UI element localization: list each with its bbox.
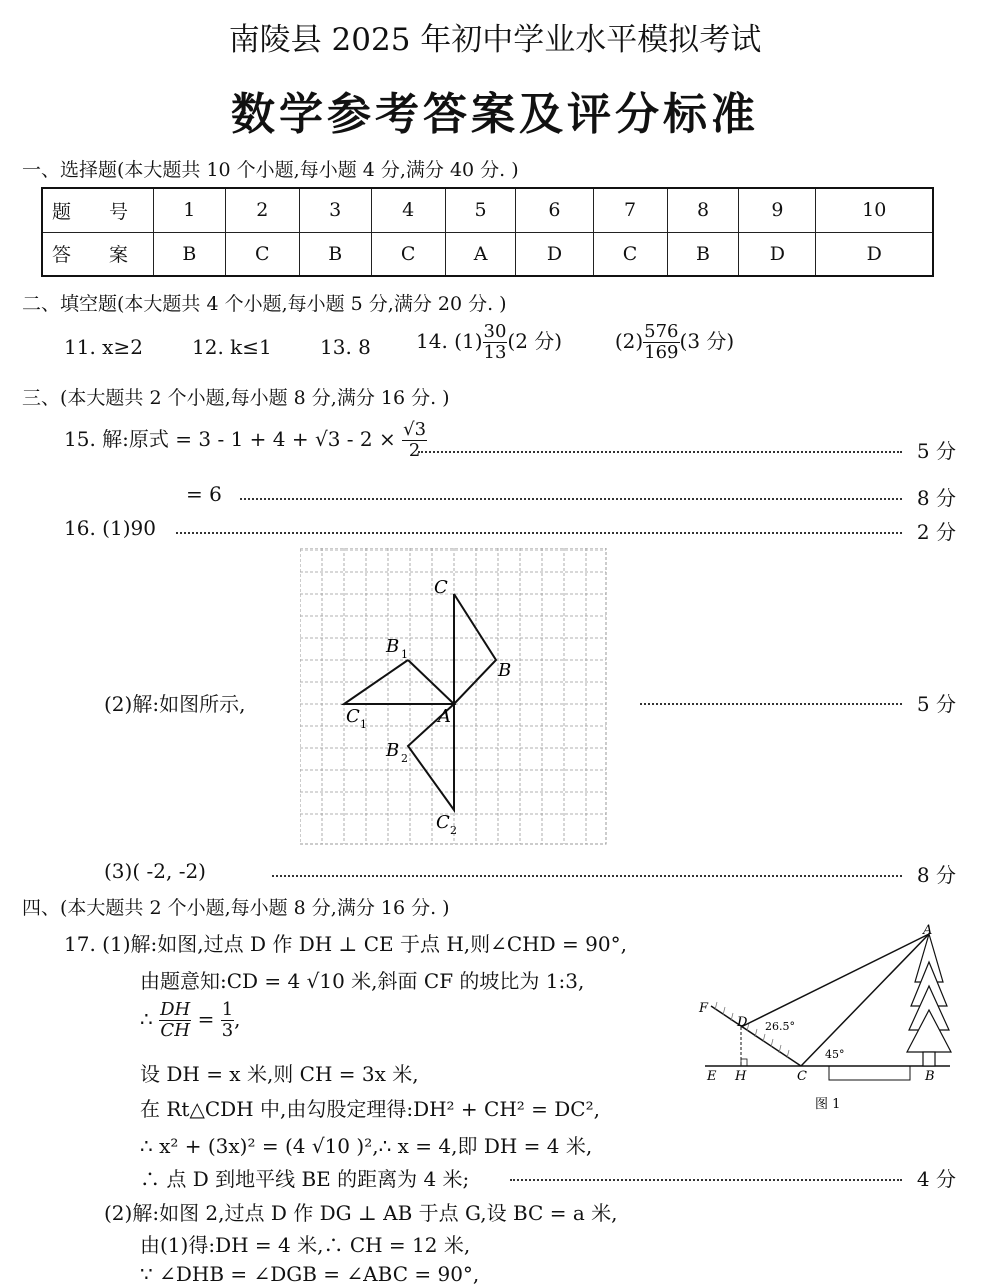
answer-14-prefix: 14. (1) xyxy=(416,329,483,353)
q17-line9: 由(1)得:DH = 4 米,∴ CH = 12 米, xyxy=(140,1233,471,1257)
table-cell: A xyxy=(445,232,516,276)
score: 5 分 xyxy=(916,439,956,463)
fig-label-F: F xyxy=(699,1001,709,1016)
label-C1-sub: 1 xyxy=(360,718,367,731)
q15-line1 xyxy=(64,420,427,461)
score: 2 分 xyxy=(916,520,956,544)
table-cell: D xyxy=(739,232,816,276)
score: 4 分 xyxy=(916,1167,956,1191)
q17-line2: 由题意知:CD = 4 √10 米,斜面 CF 的坡比为 1:3, xyxy=(140,969,585,993)
table-cell: B xyxy=(299,232,371,276)
table-row xyxy=(42,188,933,232)
label-A: A xyxy=(438,706,451,727)
points: (2 分) xyxy=(507,329,563,353)
q17-line7: ∴ 点 D 到地平线 BE 的距离为 4 米; xyxy=(140,1167,470,1191)
dot-leader xyxy=(240,498,902,500)
fig-angle-45: 45° xyxy=(825,1048,845,1061)
q16-line2: (2)解:如图所示, xyxy=(104,692,246,716)
denominator: 13 xyxy=(483,342,507,363)
fraction xyxy=(643,322,679,363)
label-B2: B xyxy=(386,740,400,761)
table-cell: 7 xyxy=(593,188,667,232)
table-cell: 6 xyxy=(516,188,593,232)
q17-line8: (2)解:如图 2,过点 D 作 DG ⊥ AB 于点 G,设 BC = a 米, xyxy=(104,1201,618,1225)
table-cell: C xyxy=(225,232,299,276)
table-cell: C xyxy=(371,232,445,276)
table-cell: 9 xyxy=(739,188,816,232)
fraction xyxy=(221,1000,234,1041)
answer-14 xyxy=(416,322,734,363)
label-B1-sub: 1 xyxy=(401,648,408,661)
fig-label-A: A xyxy=(923,923,933,938)
numerator: √3 xyxy=(403,419,427,440)
figure-caption: 图 1 xyxy=(815,1097,841,1112)
label-C2-sub: 2 xyxy=(450,824,457,837)
q16-line3: (3)( -2, -2) xyxy=(104,859,206,883)
figure-1 xyxy=(695,922,960,1118)
denominator: 169 xyxy=(644,342,679,363)
label-B1: B xyxy=(386,636,400,657)
q17-line1: 17. (1)解:如图,过点 D 作 DH ⊥ CE 于点 H,则∠CHD = 90°, xyxy=(64,932,627,956)
q17-line4: 设 DH = x 米,则 CH = 3x 米, xyxy=(140,1062,419,1086)
table-cell: 5 xyxy=(445,188,516,232)
section3-title: 三、(本大题共 2 个小题,每小题 8 分,满分 16 分. ) xyxy=(22,387,450,409)
denominator: CH xyxy=(160,1020,190,1041)
numerator: 1 xyxy=(221,999,234,1020)
section1-title: 一、选择题(本大题共 10 个小题,每小题 4 分,满分 40 分. ) xyxy=(22,159,519,181)
fraction xyxy=(402,420,427,461)
table-cell: B xyxy=(154,232,226,276)
equals: = xyxy=(197,1007,215,1031)
label-B: B xyxy=(498,660,512,681)
q16-line1: 16. (1)90 xyxy=(64,516,156,540)
fig-angle-26: 26.5° xyxy=(765,1020,795,1033)
fraction xyxy=(483,322,508,363)
document-title: 数学参考答案及评分标准 xyxy=(231,89,759,140)
table-cell: D xyxy=(516,232,593,276)
score: 8 分 xyxy=(916,863,956,887)
table-cell: 10 xyxy=(816,188,933,232)
row-header-number: 题 号 xyxy=(42,188,154,232)
table-cell: D xyxy=(816,232,933,276)
fig-label-H: H xyxy=(735,1069,747,1084)
score: 8 分 xyxy=(916,486,956,510)
fraction xyxy=(159,1000,191,1041)
table-cell: 4 xyxy=(371,188,445,232)
answer-12: 12. k≤1 xyxy=(192,335,272,359)
q15-expression: 15. 解:原式 = 3 - 1 + 4 + √3 - 2 × xyxy=(64,427,396,451)
dot-leader xyxy=(640,703,902,705)
fig-label-B: B xyxy=(925,1069,935,1084)
score: 5 分 xyxy=(916,692,956,716)
dot-leader xyxy=(176,532,902,534)
label-B2-sub: 2 xyxy=(401,752,408,765)
denominator: 3 xyxy=(221,1020,234,1041)
q17-line6: ∴ x² + (3x)² = (4 √10 )²,∴ x = 4,即 DH = 4 米, xyxy=(140,1134,593,1158)
numerator: 576 xyxy=(644,321,679,342)
answer-table xyxy=(41,187,934,277)
fig-label-C: C xyxy=(797,1069,807,1084)
dot-leader xyxy=(418,451,902,453)
answer-11: 11. x≥2 xyxy=(64,335,143,359)
comma: , xyxy=(234,1007,241,1031)
label-C2: C xyxy=(436,812,450,833)
section2-title: 二、填空题(本大题共 4 个小题,每小题 5 分,满分 20 分. ) xyxy=(22,293,507,315)
q17-line3 xyxy=(140,1000,241,1041)
label-C: C xyxy=(434,577,448,598)
table-cell: 3 xyxy=(299,188,371,232)
dot-leader xyxy=(272,875,902,877)
therefore-symbol: ∴ xyxy=(140,1007,153,1031)
table-cell: 2 xyxy=(225,188,299,232)
points: (3 分) xyxy=(679,329,735,353)
table-row xyxy=(42,232,933,276)
grid-figure xyxy=(300,548,607,845)
label-C1: C xyxy=(346,706,360,727)
numerator: DH xyxy=(160,999,191,1020)
q17-line5: 在 Rt△CDH 中,由勾股定理得:DH² + CH² = DC², xyxy=(140,1097,600,1121)
answer-13: 13. 8 xyxy=(320,335,371,359)
fig-label-D: D xyxy=(737,1015,748,1030)
dot-leader xyxy=(510,1179,902,1181)
table-cell: 8 xyxy=(667,188,739,232)
table-cell: C xyxy=(593,232,667,276)
row-header-answer: 答 案 xyxy=(42,232,154,276)
table-cell: 1 xyxy=(154,188,226,232)
fig-label-E: E xyxy=(707,1069,717,1084)
answer-14-part2: (2) xyxy=(614,329,644,353)
denominator: 2 xyxy=(408,440,421,461)
numerator: 30 xyxy=(483,321,507,342)
exam-title: 南陵县 2025 年初中学业水平模拟考试 xyxy=(228,22,762,58)
q15-line2: = 6 xyxy=(186,482,222,506)
q17-line10: ∵ ∠DHB = ∠DGB = ∠ABC = 90°, xyxy=(140,1262,480,1286)
table-cell: B xyxy=(667,232,739,276)
section4-title: 四、(本大题共 2 个小题,每小题 8 分,满分 16 分. ) xyxy=(22,897,450,919)
